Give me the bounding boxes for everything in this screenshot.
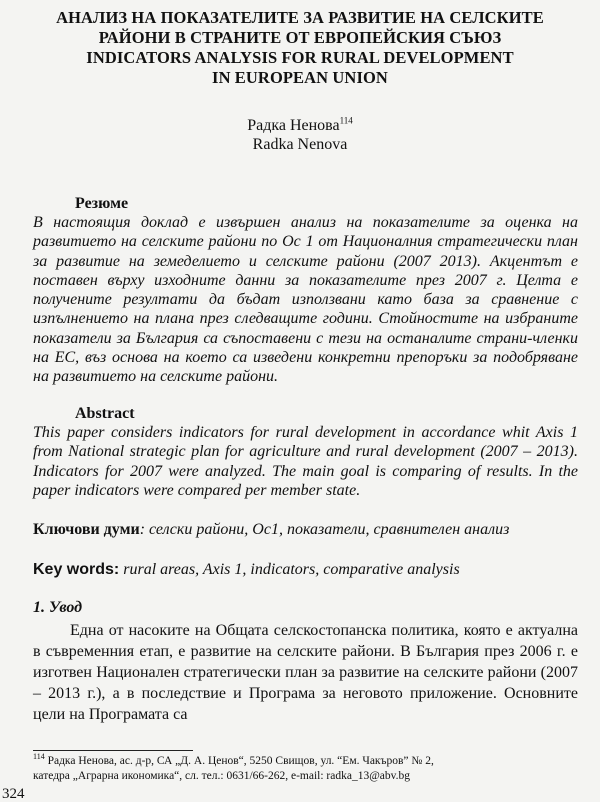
title-line: INDICATORS ANALYSIS FOR RURAL DEVELOPMENT — [86, 48, 514, 67]
footnote-line: $^{114}$ Радка Ненова, ас. д-р, СА „Д. А. Ценов“, 5250 Свищов, ул. “Ем. Чакъров” № 2, — [33, 752, 434, 767]
author-name-en: Radka Nenova — [252, 136, 348, 153]
introduction-text: Една от насоките на Общата селскостопанска политика, която е актуална в съвременния етап, е развитие на селските райони. В България през 2006 г. е изготвен Национален стратегически план за развитие на селските райони (2007 – 2013 г.), а в последствие и Програма за неговото приложение. Основните цели на Програмата са — [33, 622, 578, 723]
author-block — [0, 116, 600, 154]
abstract-en-text: This paper considers indicators for rural development in accordance whit Axis 1 from National strategic plan for agriculture and rural development (2007 – 2013). Indicators for 2007 were analyzed. The main goal is comparing of results. In the paper indicators were compared per member state. — [33, 424, 578, 499]
abstract-bg-heading: Резюме — [75, 195, 129, 212]
keywords-en: Key words: rural areas, Axis 1, indicators, comparative analysis — [33, 561, 460, 578]
author-name-bg: Радка Ненова$^{114}$ — [247, 115, 353, 134]
title-line: IN EUROPEAN UNION — [212, 68, 388, 87]
section-heading: 1. Увод — [33, 599, 83, 616]
page-number: 324 — [2, 786, 25, 802]
paper-title — [20, 8, 580, 88]
footnote-marker: 114 — [339, 115, 353, 126]
keywords-bg: Ключови думи: селски райони, Ос1, показатели, сравнителен анализ — [33, 521, 510, 538]
footnote-line: катедра „Аграрна икономика“, сл. тел.: 0631/66-262, e-mail: radka_13@abv.bg — [33, 770, 411, 782]
abstract-bg-text: В настоящия доклад е извършен анализ на показателите за оценка на развитието на селските райони по Ос 1 от Националния стратегически план за развитие на земеделието и селските райони (2007 2013). Акцентът е поставен върху изходните данни за показателите през 2007 г. Целта е получените резултати да бъдат използвани като база за сравнение с изпълнението на плана през следващите години. Стойностите на избраните показатели за България са съпоставени с тези на останалите страни-членки на ЕС, въз основа на което са изведени конкретни препоръки за подобряване на развитието на селските райони. — [33, 214, 578, 386]
footnote-divider — [33, 750, 193, 751]
footnote — [33, 754, 593, 784]
title-line: АНАЛИЗ НА ПОКАЗАТЕЛИТЕ ЗА РАЗВИТИЕ НА СЕЛСКИТЕ — [56, 8, 544, 27]
title-line: РАЙОНИ В СТРАНИТЕ ОТ ЕВРОПЕЙСКИЯ СЪЮЗ — [98, 28, 502, 47]
abstract-en-heading: Abstract — [75, 405, 135, 422]
